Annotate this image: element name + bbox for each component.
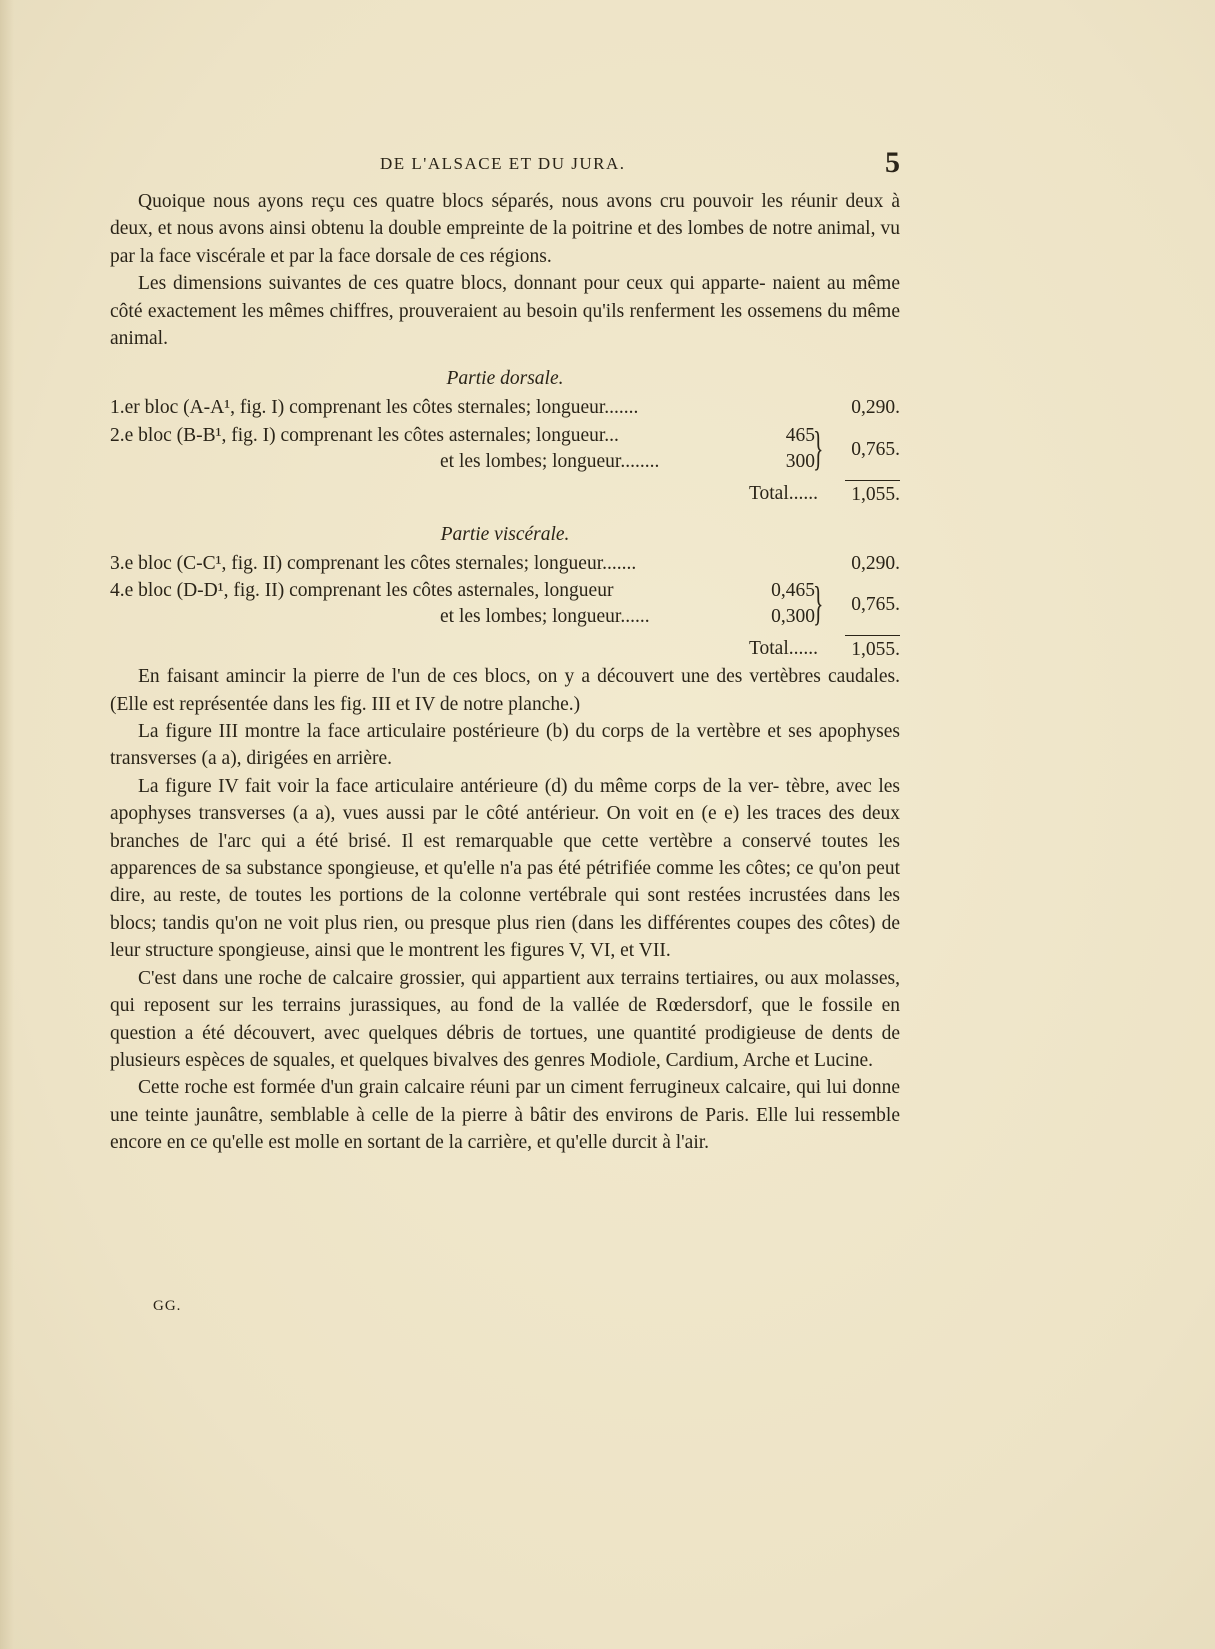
- section-heading-dorsal: Partie dorsale.: [446, 368, 564, 390]
- measure-subvalue: 300: [785, 450, 815, 472]
- measure-label: 4.e bloc (D-D¹, fig. II) comprenant les côtes asternales, longueur: [110, 580, 614, 602]
- total-label: Total......: [748, 482, 818, 504]
- paragraph: C'est dans une roche de calcaire grossier, qui appartient aux terrains tertiaires, ou aux molasses, qui reposent sur les terrains jurassiques, au fond de la vallée de Rœdersdorf, que le fossile en question a été découvert, avec quelques débris de tortues, une quantité prodigieuse de dents de plusieurs espèces de squales, et quelques bivalves des genres Modiole, Cardium, Arche et Lucine.: [110, 967, 900, 1071]
- paragraph: En faisant amincir la pierre de l'un de ces blocs, on y a découvert une des vertèbres caudales. (Elle est représentée dans les fig. III et IV de notre planche.): [110, 666, 900, 715]
- measure-value: 0,765.: [851, 594, 900, 616]
- section-heading-visceral: Partie viscérale.: [440, 523, 570, 545]
- measure-label: 3.e bloc (C-C¹, fig. II) comprenant les côtes sternales; longueur.......: [110, 552, 637, 574]
- brace-icon: }: [812, 577, 824, 631]
- page-header: [110, 146, 900, 182]
- paragraph: La figure IV fait voir la face articulaire antérieure (d) du même corps de la ver- tèbre, avec les apophyses transverses (a a), vues aussi par le côté antérieur. On voit en (e e) les traces des deux branches de l'arc qui a été brisé. Il est remarquable que cette vertèbre a conservé toutes les apparences de sa substance spongieuse, et qu'elle n'a pas été pétrifiée comme les côtes; ce qu'on peut dire, au reste, de toutes les portions de la colonne vertébrale qui sont restées incrustées dans les blocs; tandis qu'on ne voit plus rien, ou presque plus rien (dans les différentes coupes des côtes) de leur structure spongieuse, ainsi que le montrent les figures V, VI, et VII.: [110, 775, 900, 962]
- paragraph: Quoique nous ayons reçu ces quatre blocs séparés, nous avons cru pouvoir les réunir deux à deux, et nous avons ainsi obtenu la double empreinte de la poitrine et des lombes de notre animal, vu par la face viscérale et par la face dorsale de ces régions.: [110, 191, 900, 267]
- measure-row: [110, 550, 900, 577]
- total-value: 1,055.: [845, 635, 900, 663]
- measure-value: 0,290.: [851, 552, 900, 574]
- measure-label: et les lombes; longueur........: [440, 450, 660, 472]
- total-label: Total......: [748, 638, 818, 660]
- measure-row: [110, 394, 900, 421]
- measure-group: [110, 422, 900, 478]
- measure-group: [110, 577, 900, 633]
- paragraph: La figure III montre la face articulaire postérieure (b) du corps de la vertèbre et ses apophyses transverses (a a), dirigées en arrière.: [110, 721, 900, 770]
- brace-icon: }: [812, 421, 824, 475]
- page-number: 5: [885, 146, 900, 179]
- measure-label: et les lombes; longueur......: [440, 606, 650, 628]
- measure-subvalue: 465: [785, 424, 815, 446]
- running-head: DE L'ALSACE ET DU JURA.: [380, 154, 626, 173]
- paragraph: Les dimensions suivantes de ces quatre blocs, donnant pour ceux qui apparte- naient au même côté exactement les mêmes chiffres, prouveraient au besoin qu'ils renferment les ossemens du même animal.: [110, 273, 900, 350]
- measure-value: 0,765.: [851, 438, 900, 460]
- paragraph: Cette roche est formée d'un grain calcaire réuni par un ciment ferrugineux calcaire, qui lui donne une teinte jaunâtre, semblable à celle de la pierre à bâtir des environs de Paris. Elle lui ressemble encore en ce qu'elle est molle en sortant de la carrière, et qu'elle durcit à l'air.: [110, 1077, 900, 1154]
- total-value: 1,055.: [845, 480, 900, 508]
- measure-label: 1.er bloc (A-A¹, fig. I) comprenant les côtes sternales; longueur.......: [110, 397, 639, 419]
- measure-subvalue: 0,465: [771, 580, 815, 602]
- body-text: [110, 188, 900, 1157]
- measure-label: 2.e bloc (B-B¹, fig. I) comprenant les côtes asternales; longueur...: [110, 424, 619, 446]
- total-row: [110, 633, 900, 663]
- measure-value: 0,290.: [851, 397, 900, 419]
- total-row: [110, 478, 900, 508]
- measure-subvalue: 0,300: [771, 606, 815, 628]
- signature-mark: GG.: [153, 1298, 182, 1314]
- page-spine-shadow: [0, 0, 14, 1649]
